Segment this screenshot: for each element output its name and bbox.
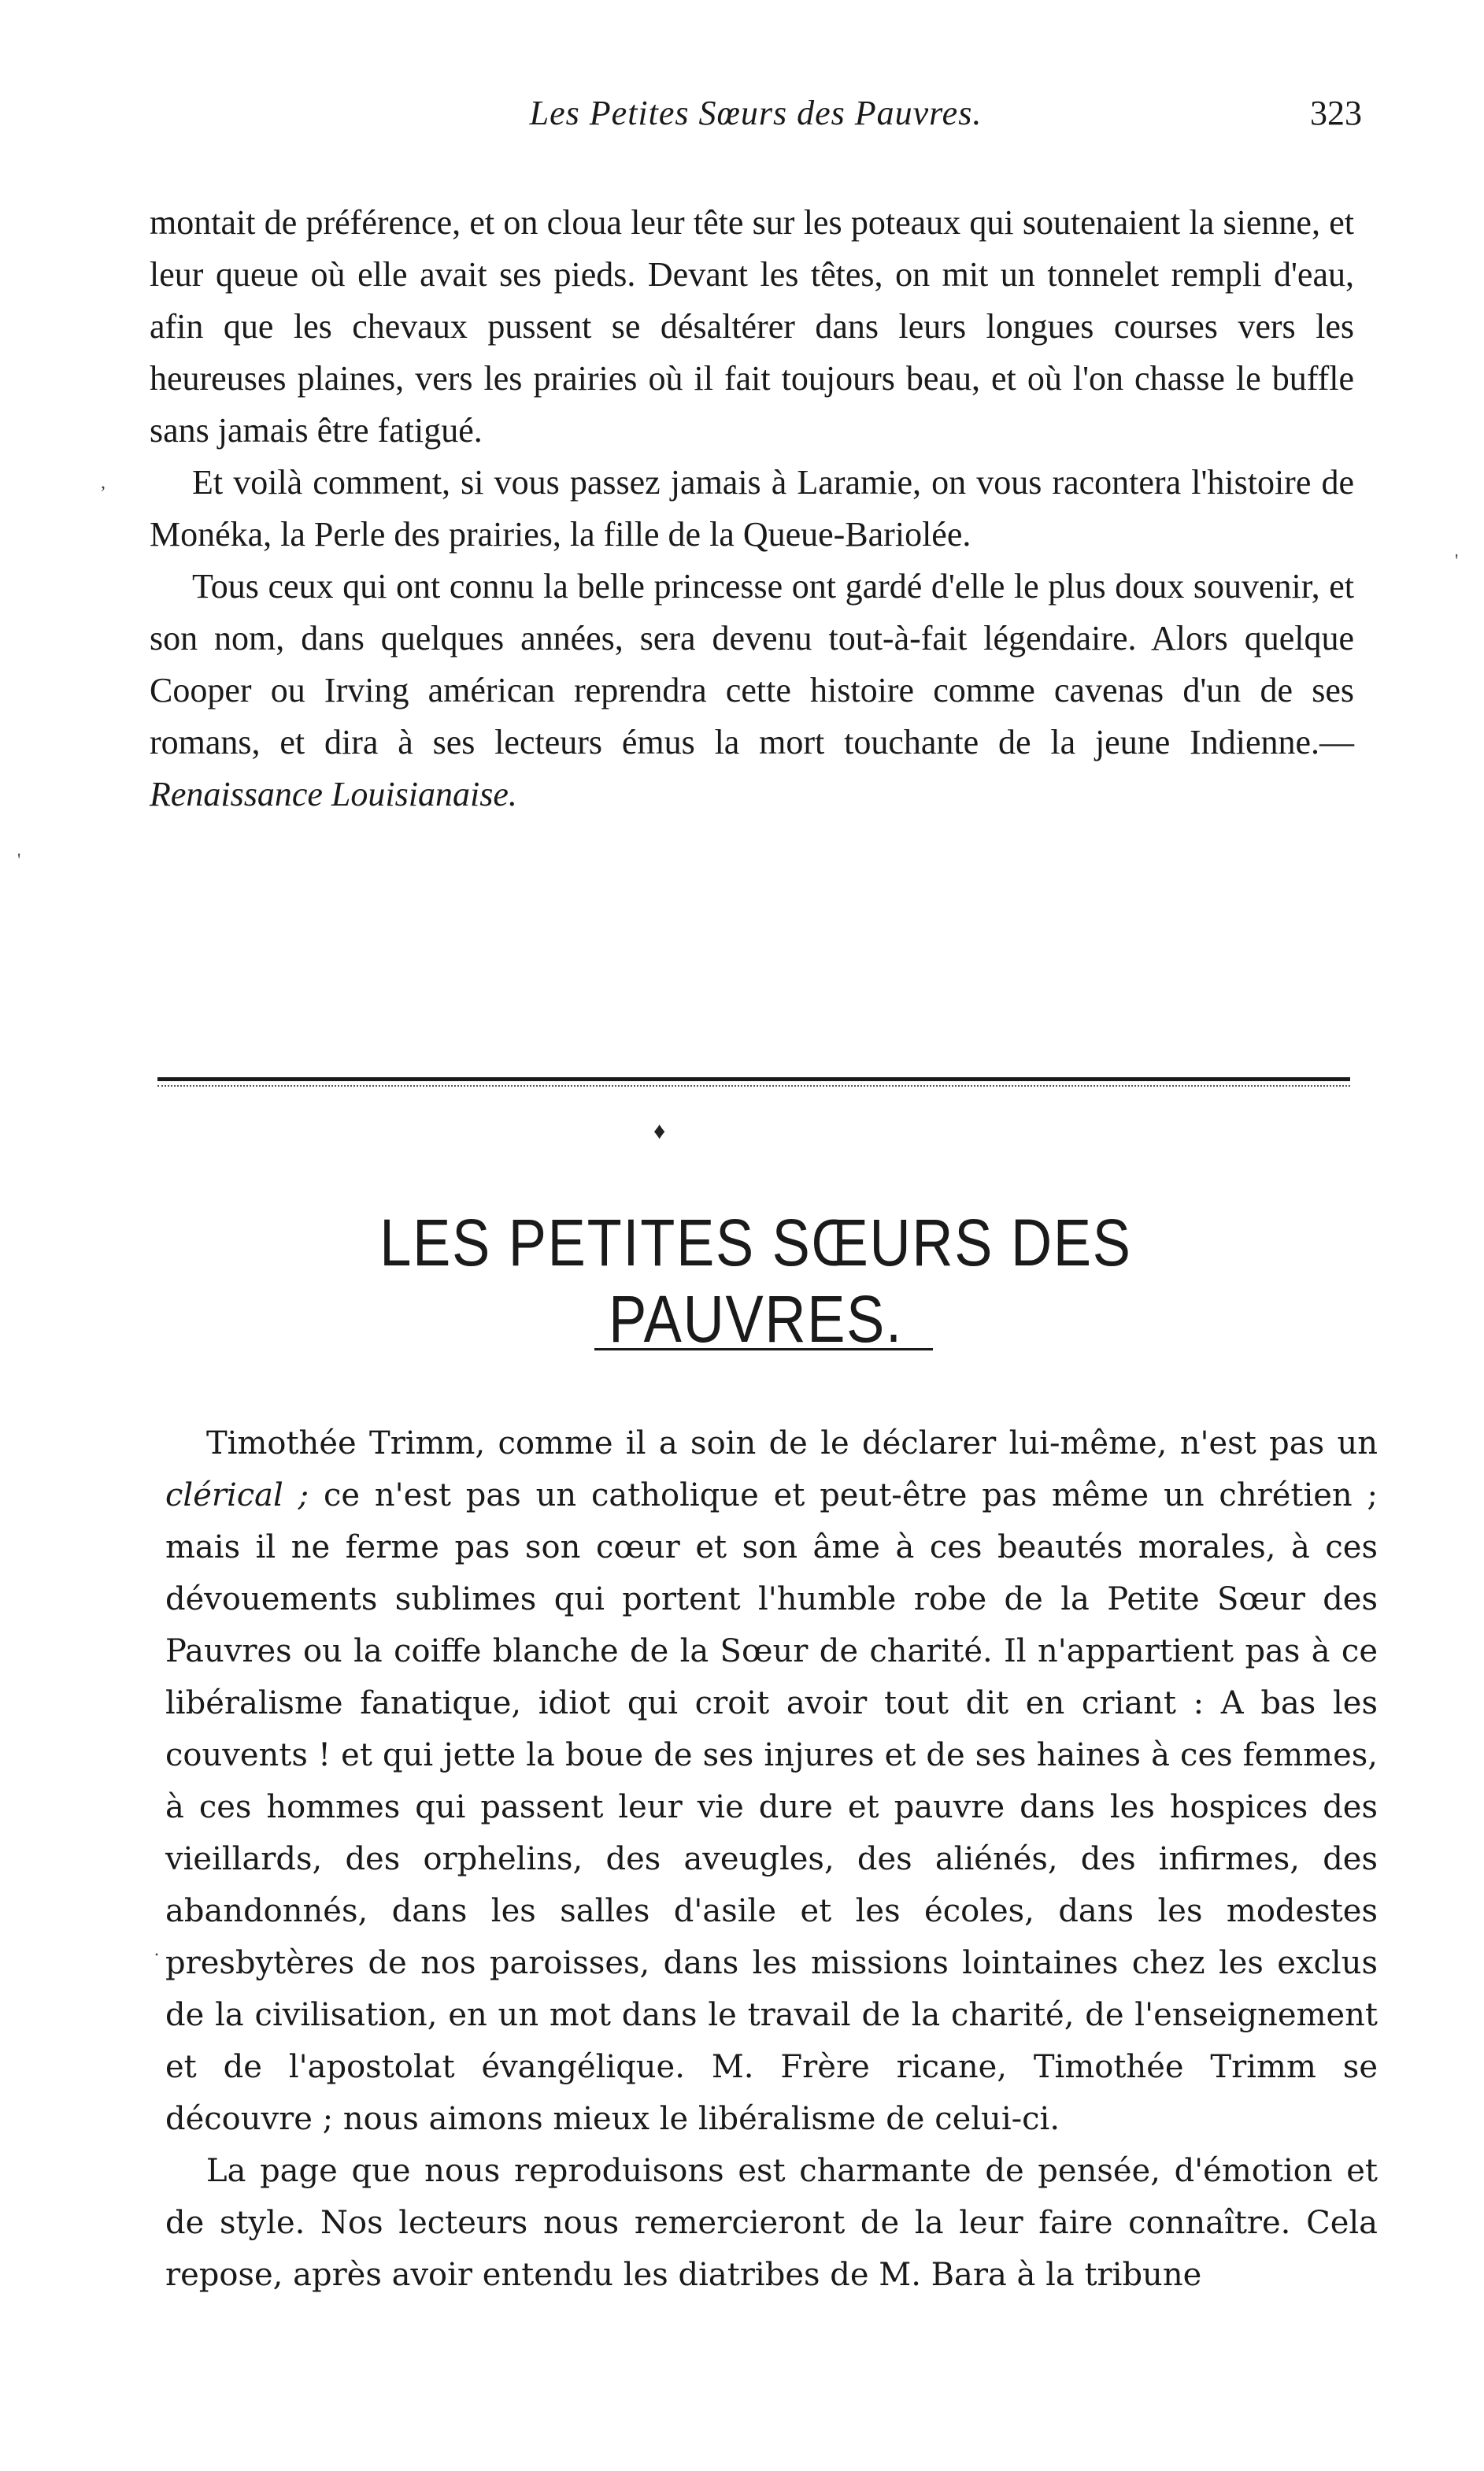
margin-mark: ' — [17, 850, 21, 871]
margin-mark: ' — [1455, 551, 1459, 572]
paragraph — [150, 561, 1354, 821]
margin-mark: , — [101, 472, 105, 493]
divider-dotted-line — [157, 1085, 1350, 1087]
page-number: 323 — [1310, 94, 1362, 132]
section-divider — [157, 1072, 1350, 1090]
article-text — [165, 1417, 1378, 2301]
title-rule — [594, 1348, 933, 1350]
emphasis-text: clérical ; — [165, 1477, 309, 1513]
paragraph: montait de préférence, et on cloua leur tête sur les poteaux qui soutenaient la sienne, et leur queue où elle avait ses pieds. Devant les têtes, on mit un tonnelet rempli d'eau, afin que les chevaux pussent se désaltérer dans leurs longues courses vers les heureuses plaines, vers les prairies où il fait toujours beau, et où l'on chasse le buffle sans jamais être fatigué. — [150, 203, 1354, 450]
paragraph-text: Tous ceux qui ont connu la belle princesse ont gardé d'elle le plus doux souvenir, et son nom, dans quelques années, sera devenu tout-à-fait légendaire. Alors quelque Cooper ou Irving américan reprendra cette histoire comme cavenas d'un de ses romans, et dira à ses lecteurs émus la mort touchante de la jeune Indienne.— — [150, 567, 1354, 761]
paragraph-text: Timothée Trimm, comme il a soin de le déclarer lui-même, n'est pas un — [206, 1425, 1378, 1461]
margin-mark: · — [154, 1945, 160, 1965]
running-title: Les Petites Sœurs des Pauvres. — [529, 94, 983, 132]
paragraph: La page que nous reproduisons est charmante de pensée, d'émotion et de style. Nos lecteurs nous remercieront de la leur faire connaître. Cela repose, après avoir entendu les diatribes de M. Bara à la tribune — [165, 2153, 1378, 2293]
ornament-icon: ♦ — [653, 1118, 666, 1144]
previous-article-text — [150, 197, 1354, 821]
paragraph: Et voilà comment, si vous passez jamais à Laramie, on vous racontera l'histoire de Monéka, la Perle des prairies, la fille de la Queue-Bariolée. — [150, 463, 1354, 554]
source-citation: Renaissance Louisianaise. — [150, 775, 517, 813]
divider-line — [157, 1077, 1350, 1081]
paragraph — [165, 1417, 1378, 2145]
paragraph-text: ce n'est pas un catholique et peut-être pas même un chrétien ; mais il ne ferme pas son cœur et son âme à ces beautés morales, à ces dévouements sublimes qui portent l'humble robe de la Petite Sœur des Pauvres ou la coiffe blanche de la Sœur de charité. Il n'appartient pas à ce libéralisme fanatique, idiot qui croit avoir tout dit en criant : A bas les couvents ! et qui jette la boue de ses injures et de ses haines à ces femmes, à ces hommes qui passent leur vie dure et pauvre dans les hospices des vieillards, des orphelins, des aveugles, des aliénés, des infirmes, des abandonnés, dans les salles d'asile et les écoles, dans les modestes presbytères de nos paroisses, dans les missions lointaines chez les exclus de la civilisation, en un mot dans le travail de la charité, de l'enseignement et de l'apostolat évangélique. M. Frère ricane, Timothée Trimm se découvre ; nous aimons mieux le libéralisme de celui-ci. — [165, 1477, 1379, 2137]
section-title: LES PETITES SŒURS DES PAUVRES. — [379, 1206, 1132, 1356]
page-header — [150, 93, 1362, 148]
